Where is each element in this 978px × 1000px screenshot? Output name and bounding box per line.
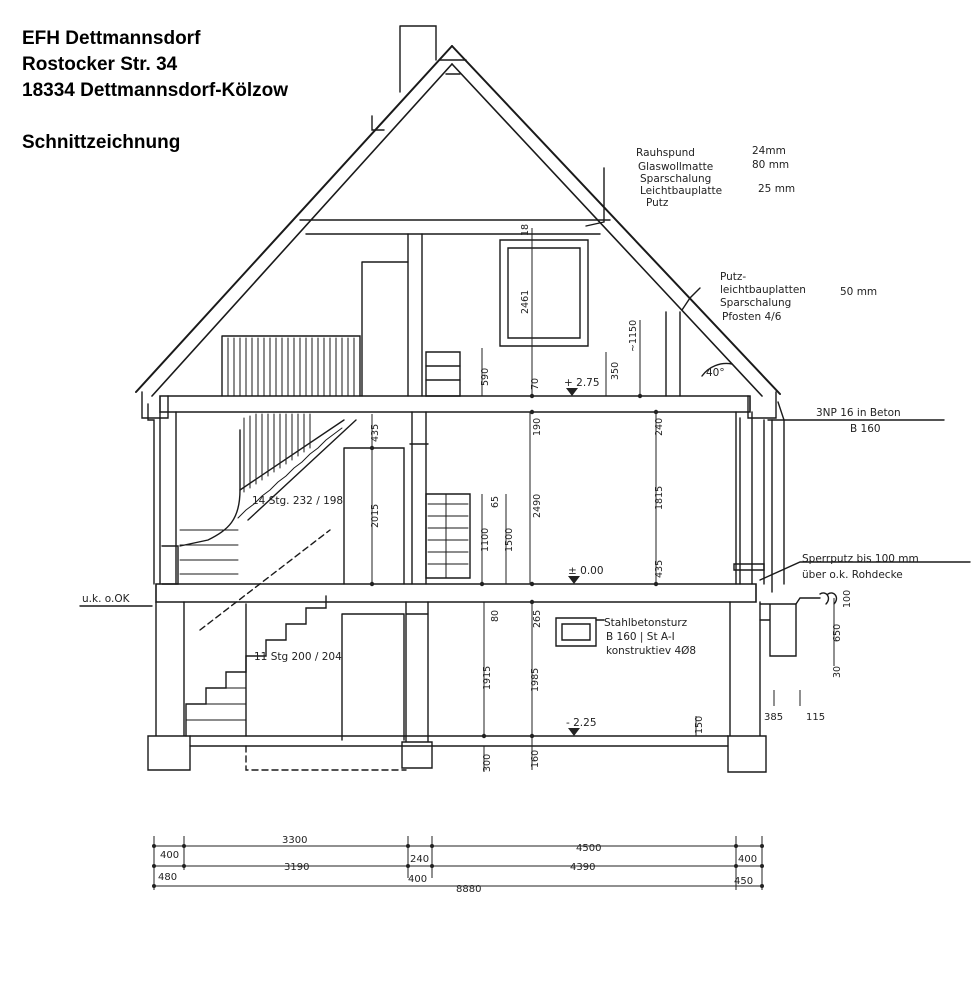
dim-2015: 2015 (370, 503, 381, 528)
dim-435-upper: 435 (370, 423, 381, 442)
wall-layer-1: Putz- (720, 271, 747, 283)
horizontal-dimension-lines (154, 846, 762, 886)
roof-right-inner (452, 64, 762, 396)
wall-layer-2: leichtbauplatten (720, 284, 806, 296)
level-basement: - 2.25 (566, 717, 597, 729)
roof-layer-1-value: 24mm (752, 145, 786, 157)
railing-bars (228, 338, 354, 396)
roof-layer-4-value: 25 mm (758, 183, 796, 195)
drawing-type: Schnittzeichnung (22, 132, 181, 153)
roof-layer-2-value: 80 mm (752, 159, 790, 171)
wall-layer-3: Sparschalung (720, 297, 792, 309)
street-address: Rostocker Str. 34 (22, 54, 178, 75)
dim-70: 70 (530, 377, 541, 390)
dim-65: 65 (490, 495, 501, 508)
dim-1915: 1915 (482, 665, 493, 690)
basement-door (342, 614, 404, 740)
roof-left-inner (152, 64, 452, 396)
dim-480: 480 (158, 872, 178, 883)
dim-18: 18 (520, 223, 531, 236)
dim-1100: 1100 (480, 527, 491, 552)
dim-400-right: 400 (738, 854, 758, 865)
dim-240-mid: 240 (410, 854, 430, 865)
lintel-note-2: B 160 | St A-I (606, 631, 675, 643)
dim-190: 190 (532, 417, 543, 436)
dim-450: 450 (734, 876, 754, 887)
attic-window (500, 240, 588, 346)
basement-left-wall (148, 602, 190, 770)
dim-1150: ~1150 (628, 319, 639, 352)
ground-level-label: u.k. o.OK (82, 593, 130, 605)
city-address: 18334 Dettmannsdorf-Kölzow (22, 80, 289, 101)
beam-note-2: B 160 (850, 423, 881, 435)
sperrputz-note-1: Sperrputz bis 100 mm (802, 553, 919, 565)
dim-2461: 2461 (520, 289, 531, 314)
attic-door (362, 262, 408, 396)
roof-layer-5: Putz (646, 197, 669, 209)
basement-window (556, 618, 596, 646)
attic-railing (222, 336, 360, 396)
dim-435-lower: 435 (654, 559, 665, 578)
basement-right-wall (728, 602, 766, 772)
dim-4500: 4500 (576, 843, 602, 854)
dim-115: 115 (806, 712, 826, 723)
dim-8880: 8880 (456, 884, 482, 895)
dim-3190: 3190 (284, 862, 310, 873)
upper-stair-label: 14 Stg. 232 / 198 (252, 495, 344, 507)
dim-30: 30 (832, 665, 843, 678)
dim-1815: 1815 (654, 485, 665, 510)
upper-stair-stringer (180, 430, 240, 546)
dim-400-left: 400 (160, 850, 180, 861)
roof-layer-1: Rauhspund (636, 147, 695, 159)
dim-3300: 3300 (282, 835, 308, 846)
lintel-note-1: Stahlbetonsturz (604, 617, 688, 629)
dim-2490: 2490 (532, 493, 543, 518)
lower-stair-label: 11 Stg 200 / 204 (254, 651, 342, 663)
dim-265: 265 (532, 609, 543, 628)
light-well (760, 604, 796, 656)
wall-layer-4: Pfosten 4/6 (722, 311, 782, 323)
roof-layer-4: Leichtbauplatte (640, 185, 723, 197)
dim-1500: 1500 (504, 527, 515, 552)
dim-650: 650 (832, 623, 843, 642)
beam-note-1: 3NP 16 in Beton (816, 407, 901, 419)
dim-160: 160 (530, 749, 541, 768)
dim-1985: 1985 (530, 667, 541, 692)
project-title: EFH Dettmannsdorf (22, 28, 201, 49)
sperrputz-note-2: über o.k. Rohdecke (802, 569, 903, 581)
roof-layer-3: Sparschalung (640, 173, 712, 185)
dim-240: 240 (654, 417, 665, 436)
collar-beam (300, 220, 610, 234)
gf-center-wall (412, 412, 426, 584)
level-attic: + 2.75 (564, 377, 600, 389)
wall-layer-2-value: 50 mm (840, 286, 878, 298)
roof-angle-label: 40° (706, 367, 725, 379)
attic-slab (160, 396, 750, 412)
dim-150: 150 (694, 715, 705, 734)
basement-floor (190, 736, 728, 746)
dim-300: 300 (482, 753, 493, 772)
dim-400-mid: 400 (408, 874, 428, 885)
level-ground-floor: ± 0.00 (568, 565, 604, 577)
roof-layer-2: Glaswollmatte (638, 161, 714, 173)
dim-80: 80 (490, 609, 501, 622)
dim-100: 100 (842, 589, 853, 608)
dim-590: 590 (480, 367, 491, 386)
gf-chimney (426, 494, 470, 578)
dim-350: 350 (610, 361, 621, 380)
lower-stair (186, 596, 326, 736)
gf-left-wall (160, 412, 176, 584)
lintel-note-3: konstruktiev 4Ø8 (606, 645, 697, 657)
gf-slab (156, 584, 756, 602)
gf-right-wall (736, 412, 752, 584)
dim-4390: 4390 (570, 862, 596, 873)
dim-385: 385 (764, 712, 784, 723)
